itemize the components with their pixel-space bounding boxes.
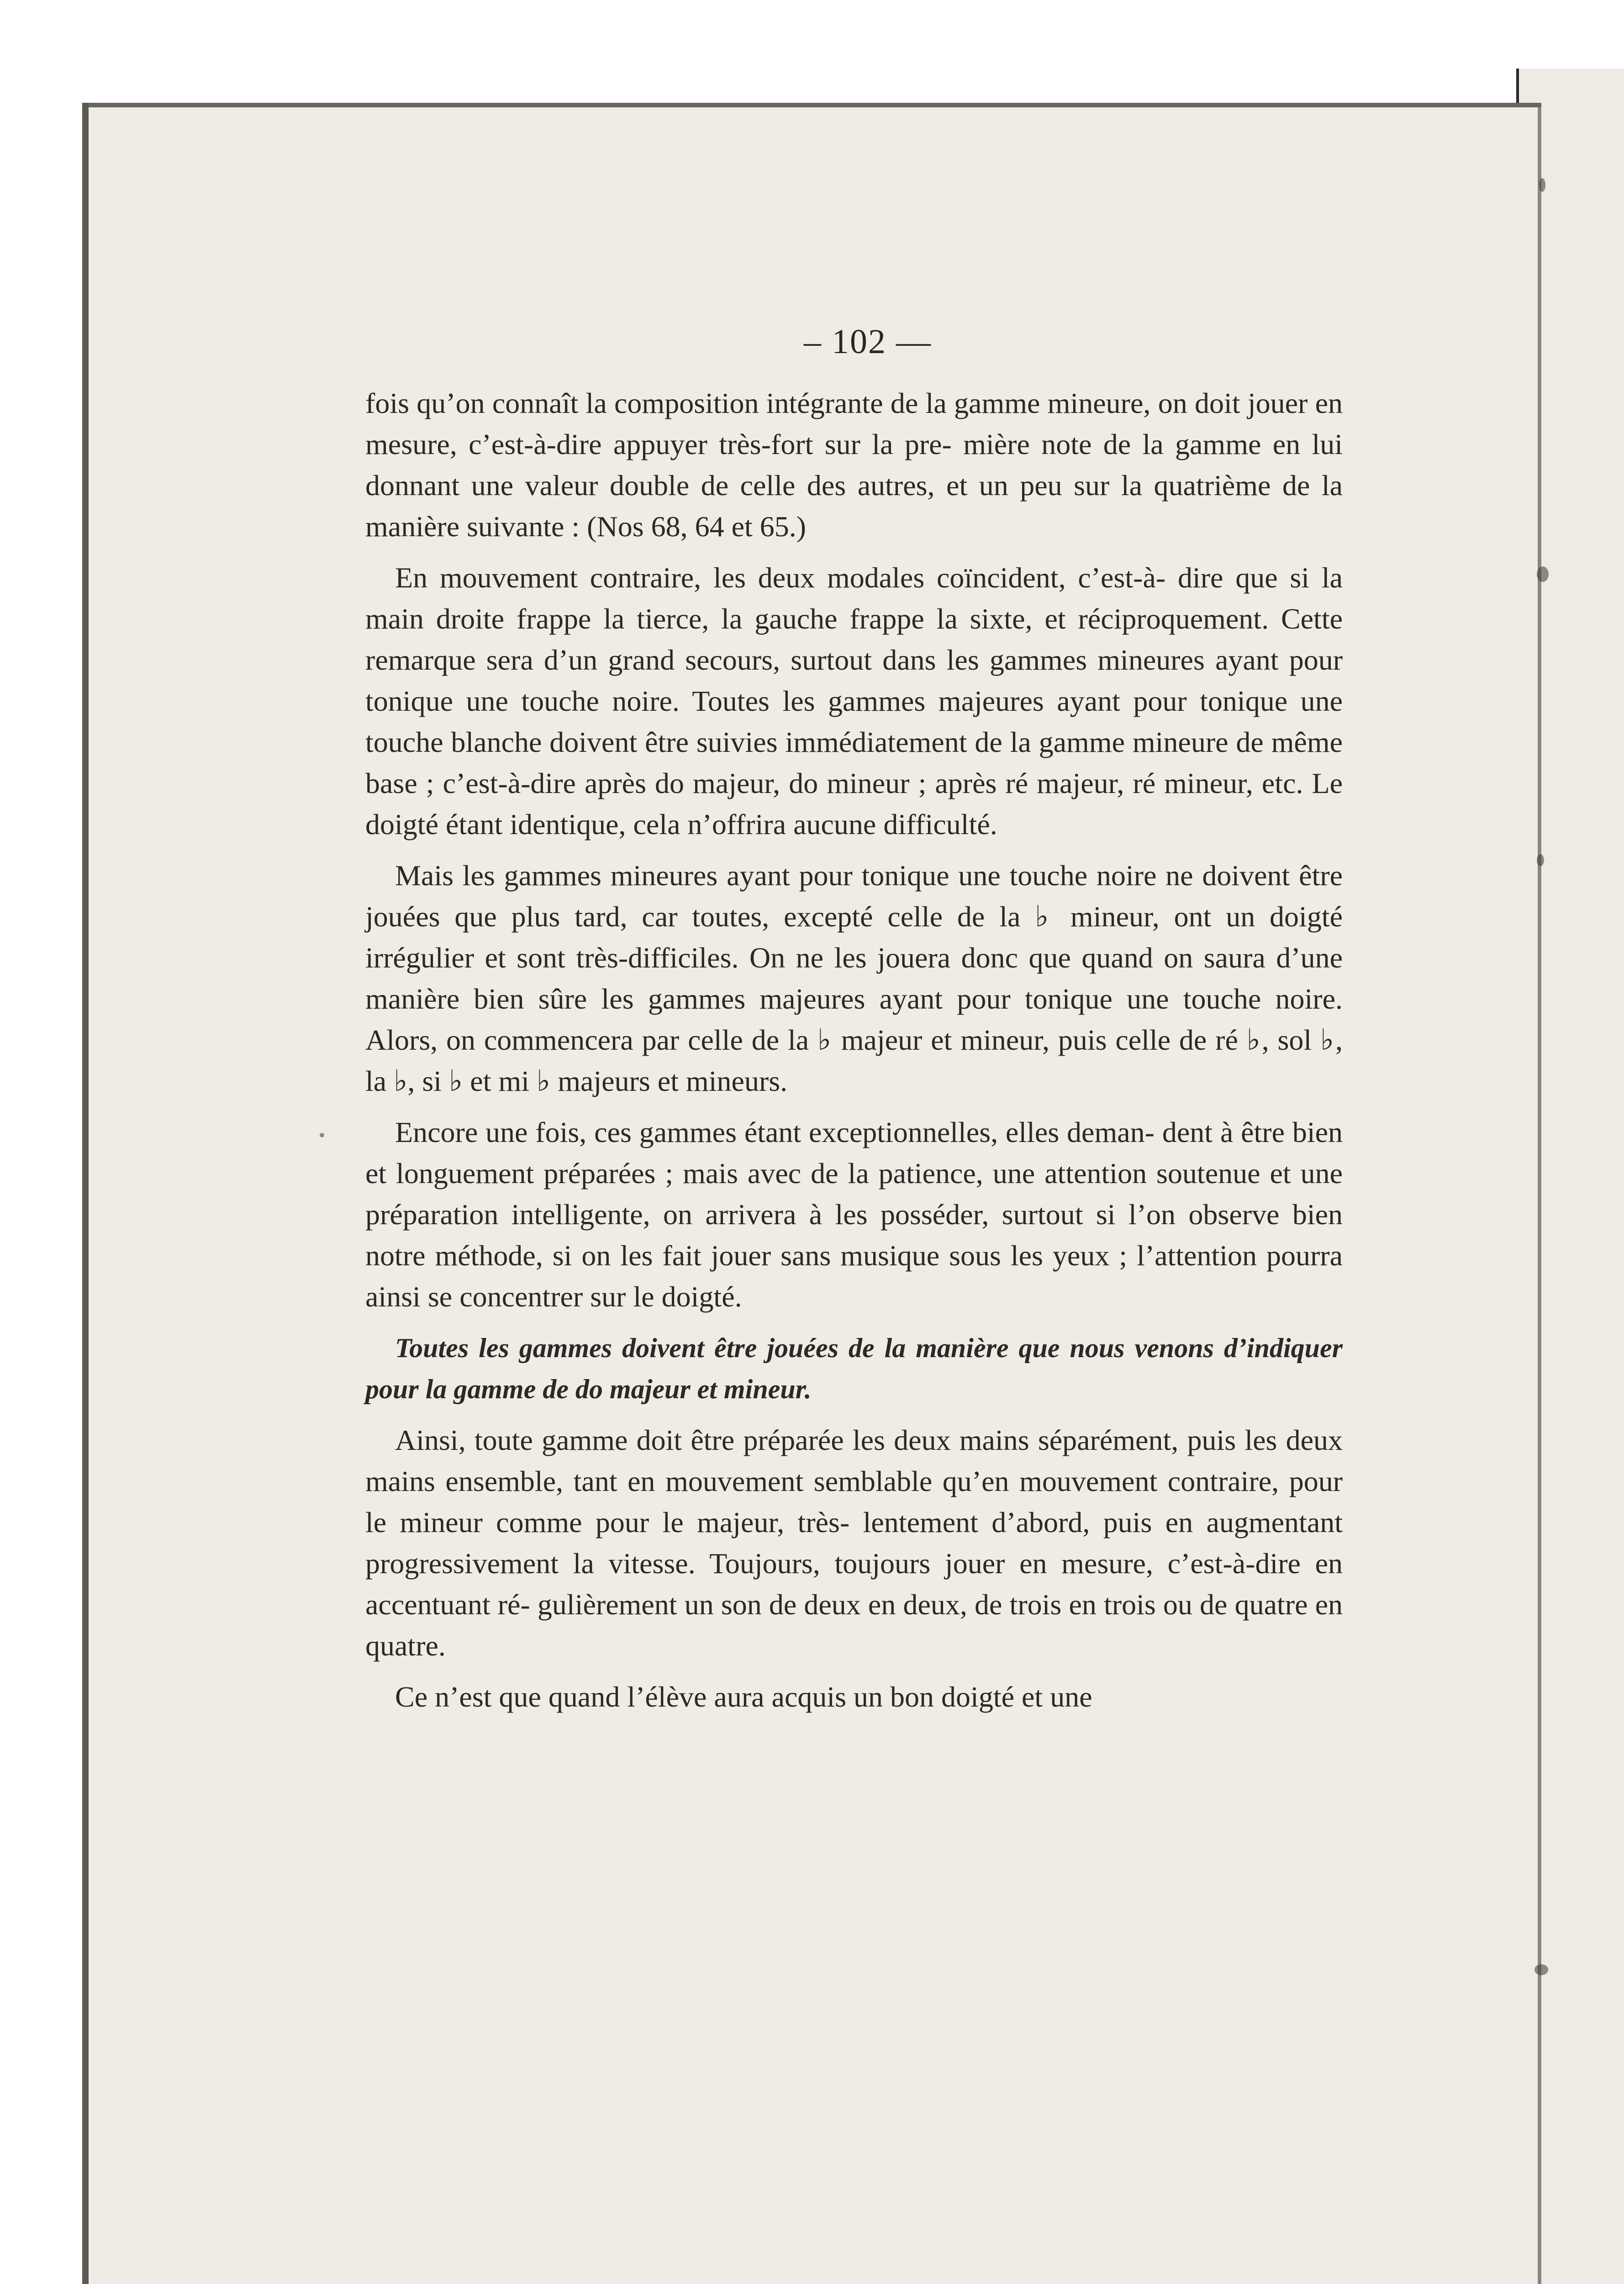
text-line: aucune difficulté. <box>793 808 997 841</box>
text-line: les jouera donc que quand on saura d’une manière bien sûre les <box>365 941 1343 1015</box>
text-line: dent à être bien et longuement préparées ; mais avec de la patience, <box>365 1116 1343 1190</box>
text-line: mouvement contraire, pour le mineur comme pour le majeur, très- <box>365 1465 1343 1539</box>
ink-speck <box>1539 178 1545 192</box>
paragraph-7 <box>365 1676 1343 1718</box>
paragraph-3 <box>365 855 1343 1102</box>
text-line: fait jouer sans musique sous les yeux ; l’attention pourra ainsi se <box>365 1239 1343 1313</box>
text-line: de même base ; c’est-à-dire après do majeur, do mineur ; après ré <box>365 726 1343 799</box>
text-line: noire. Toutes les gammes majeures ayant pour tonique une touche <box>365 685 1343 758</box>
text-line: venons d’indiquer pour la gamme de do majeur et mineur. <box>365 1333 1343 1404</box>
page-number: – 102 — <box>804 323 932 361</box>
text-line: Ainsi, toute gamme doit être préparée les deux mains séparément, <box>395 1424 1179 1456</box>
text-line: concentrer sur le doigté. <box>459 1280 742 1313</box>
text-line: mière note de la gamme en lui donnant une valeur double de celle <box>365 428 1343 502</box>
text-line: gammes majeures ayant pour tonique une touche noire. Alors, <box>365 983 1343 1056</box>
text-line: Toutes les gammes doivent être jouées de la manière que nous <box>395 1333 1125 1363</box>
paragraph-6 <box>365 1420 1343 1666</box>
text-line: puis les deux mains ensemble, tant en mouvement semblable qu’en <box>365 1424 1343 1497</box>
text-line: ré ♭, sol ♭, la ♭, si ♭ et mi ♭ majeurs et mineurs. <box>365 1024 1343 1097</box>
text-line: fois qu’on connaît la composition intégrante de la gamme mineure, <box>365 387 1151 419</box>
text-line: une attention soutenue et une préparation intelligente, on arrivera <box>365 1157 1343 1231</box>
text-line: Ce n’est que quand l’élève aura acquis un bon doigté et une <box>395 1681 1092 1713</box>
text-line: gulièrement un son de deux en deux, de trois en trois ou de <box>537 1588 1228 1621</box>
text-line: dire que si la main droite frappe la tierce, la gauche frappe la sixte, <box>365 561 1343 635</box>
text-line: (Nos 68, 64 et 65.) <box>587 510 807 543</box>
text-line: lentement d’abord, puis en augmentant progressivement la vitesse. <box>365 1506 1343 1580</box>
paragraph-1 <box>365 383 1343 547</box>
text-line: on commencera par celle de la ♭ majeur et mineur, puis celle de <box>446 1024 1207 1056</box>
paragraph-4 <box>365 1112 1343 1317</box>
text-line: et réciproquement. Cette remarque sera d’un grand secours, <box>365 603 1343 676</box>
text-line: des autres, et un peu sur la quatrième de la manière suivante : <box>365 469 1343 543</box>
text-line: quatre en quatre. <box>365 1588 1343 1662</box>
ink-speck <box>1537 566 1549 582</box>
text-line: ne doivent être jouées que plus tard, car toutes, excepté celle de <box>365 859 1343 933</box>
paragraph-2 <box>365 557 1343 845</box>
text-line: surtout dans les gammes mineures ayant pour tonique une touche <box>365 644 1343 717</box>
paragraph-rule-italic <box>365 1327 1343 1410</box>
ink-speck <box>1534 1964 1548 1975</box>
text-line: Encore une fois, ces gammes étant exceptionnelles, elles deman- <box>395 1116 1155 1148</box>
text-line: à les posséder, surtout si l’on observe bien notre méthode, si on les <box>365 1198 1343 1272</box>
text-line: majeur, ré mineur, etc. Le doigté étant identique, cela n’offrira <box>365 767 1343 841</box>
text-line: En mouvement contraire, les deux modales coïncident, c’est-à- <box>395 561 1166 594</box>
text-line: la ♭ mineur, ont un doigté irrégulier et sont très-difficiles. On ne <box>365 900 1343 974</box>
text-line: Toujours, toujours jouer en mesure, c’est-à-dire en accentuant ré- <box>365 1547 1343 1621</box>
body-text <box>365 383 1343 1718</box>
text-line: blanche doivent être suivies immédiatement de la gamme mineure <box>451 726 1229 758</box>
ink-speck <box>320 1133 324 1137</box>
ink-speck <box>1537 854 1544 866</box>
text-line: on doit jouer en mesure, c’est-à-dire appuyer très-fort sur la pre- <box>365 387 1343 460</box>
text-line: Mais les gammes mineures ayant pour tonique une touche noire <box>395 859 1157 892</box>
